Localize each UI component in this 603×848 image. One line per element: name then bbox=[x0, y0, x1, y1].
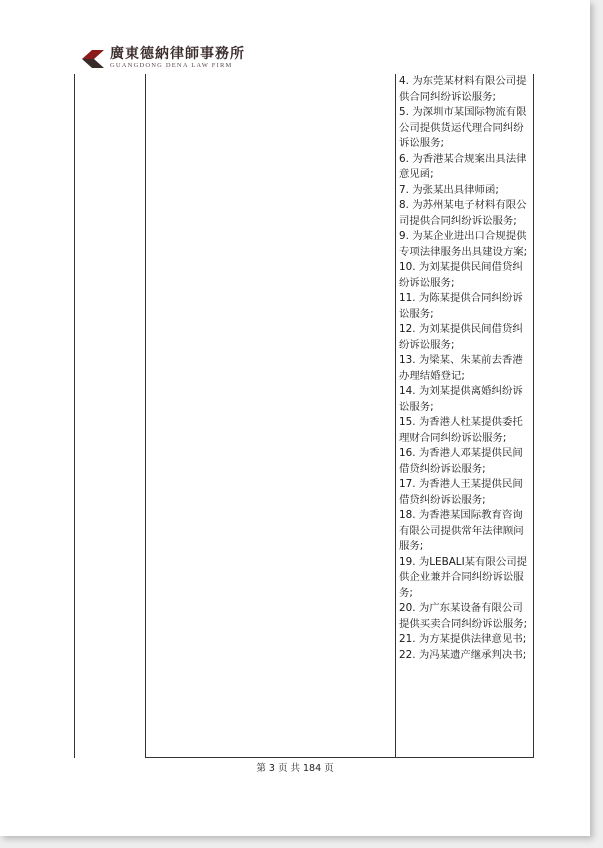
service-list-item: 12. 为刘某提供民间借贷纠纷诉讼服务; bbox=[399, 323, 523, 351]
service-list-item: 14. 为刘某提供离婚纠纷诉讼服务; bbox=[399, 385, 523, 413]
service-list-cell bbox=[397, 74, 533, 663]
service-list-item: 22. 为冯某遗产继承判决书; bbox=[399, 648, 527, 661]
firm-logo bbox=[80, 46, 280, 72]
service-list-item: 7. 为张某出具律师函; bbox=[399, 183, 499, 196]
service-list-item: 20. 为广东某设备有限公司提供买卖合同纠纷诉讼服务; bbox=[399, 602, 528, 630]
firm-logo-icon bbox=[80, 48, 106, 70]
service-list-item: 6. 为香港某合规案出具法律意见函; bbox=[399, 152, 527, 180]
service-list-item: 15. 为香港人杜某提供委托理财合同纠纷诉讼服务; bbox=[399, 416, 523, 444]
table-border-col2 bbox=[395, 74, 396, 758]
table-border-bottom bbox=[145, 757, 533, 758]
service-list-item: 18. 为香港某国际教育咨询有限公司提供常年法律顾问服务; bbox=[399, 509, 524, 552]
table-border-left bbox=[74, 74, 75, 758]
service-list-item: 19. 为LEBALI某有限公司提供企业兼并合同纠纷诉讼服务; bbox=[399, 555, 528, 599]
firm-name-en: GUANGDONG DENA LAW FIRM bbox=[110, 62, 233, 69]
service-list-item: 11. 为陈某提供合同纠纷诉讼服务; bbox=[399, 292, 523, 320]
service-list-item: 9. 为某企业进出口合规提供专项法律服务出具建设方案; bbox=[399, 230, 528, 258]
service-list-item: 16. 为香港人邓某提供民间借贷纠纷诉讼服务; bbox=[399, 447, 523, 475]
service-list-item: 4. 为东莞某材料有限公司提供合同纠纷诉讼服务; bbox=[399, 75, 527, 103]
firm-name-cn: 廣東德納律師事務所 bbox=[110, 46, 245, 62]
service-list-item: 13. 为梁某、朱某前去香港办理结婚登记; bbox=[399, 354, 523, 382]
service-list-item: 10. 为刘某提供民间借贷纠纷诉讼服务; bbox=[399, 261, 523, 289]
page-number: 第 3 页 共 184 页 bbox=[256, 763, 334, 774]
service-list-item: 5. 为深圳市某国际物流有限公司提供货运代理合同纠纷诉讼服务; bbox=[399, 106, 527, 149]
service-list-item: 17. 为香港人王某提供民间借贷纠纷诉讼服务; bbox=[399, 478, 523, 506]
table-border-col1 bbox=[145, 74, 146, 758]
service-list-item: 8. 为苏州某电子材料有限公司提供合同纠纷诉讼服务; bbox=[399, 199, 527, 227]
table-border-right bbox=[533, 74, 534, 758]
service-list-item: 21. 为方某提供法律意见书; bbox=[399, 633, 527, 645]
